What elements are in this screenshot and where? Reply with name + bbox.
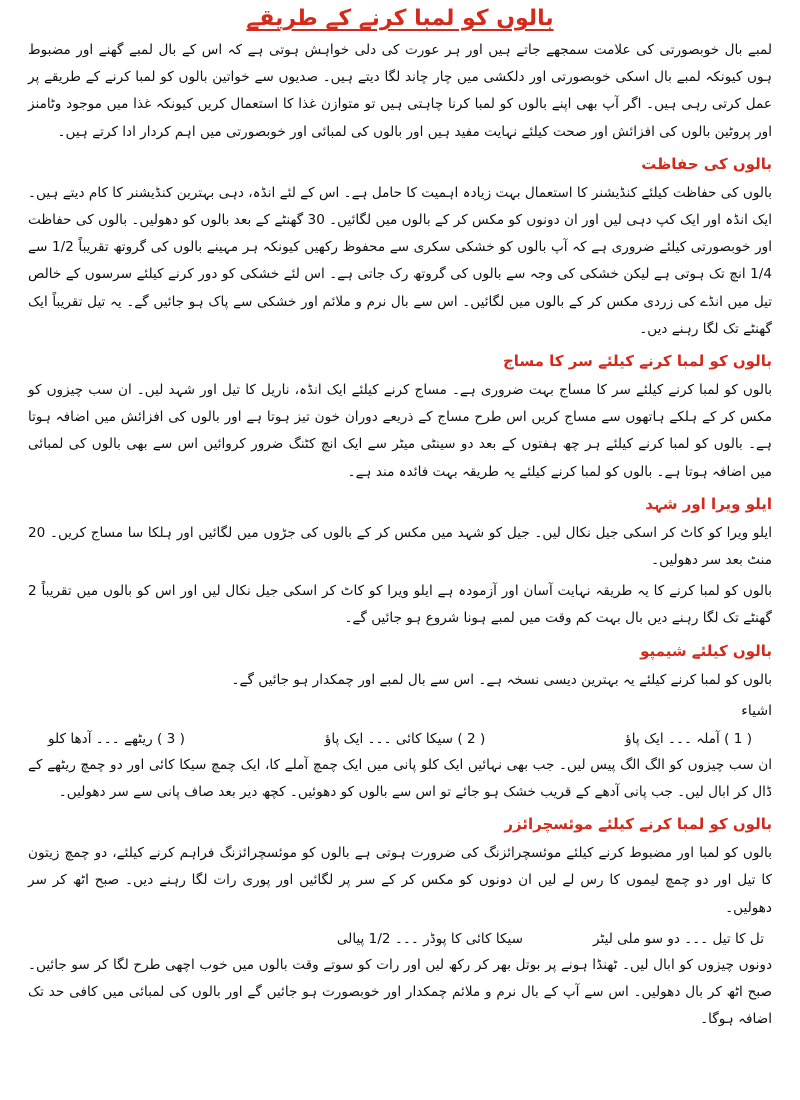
moisturizer-ingredients: [28, 926, 772, 952]
section-heading-moisturizer: بالوں کو لمبا کرنے کیلئے موئسچرائزر: [504, 815, 772, 834]
shampoo-method-paragraph: ان سب چیزوں کو الگ الگ پیس لیں۔ جب بھی نہائیں ایک کلو پانی میں ایک چمچ آملے کا، ایک چمچ سیکا کائی اور دو چمچ ریٹھے کے ڈال کر ابال لیں۔ جب پانی آدھے کے قریب خشک ہو جائے تو اس سے بالوں کو دھوئیں۔ کچھ دیر بعد صاف پانی سے سر دھولیں۔: [28, 756, 772, 801]
shampoo-ingredients: [28, 726, 772, 752]
ingredient-item: ( 1 ) آملہ ۔۔۔ ایک پاؤ: [625, 730, 752, 747]
moisturizer-method-paragraph: دونوں چیزوں کو ابال لیں۔ ٹھنڈا ہونے پر بوتل بھر کر رکھ لیں اور رات کو سوتے وقت بالوں میں خوب اچھی طرح لگا کر سو جائیں۔ صبح اٹھ کر بال دھولیں۔ اس سے آپ کے بال نرم و ملائم چمکدار اور خوبصورت ہو جائیں گے اور بالوں کی لمبائی میں کافی حد تک اضافہ ہوگا۔: [28, 956, 772, 1028]
section-heading-hair-protection: بالوں کی حفاظت: [641, 154, 772, 173]
page-title: بالوں کو لمبا کرنے کے طریقے: [246, 6, 554, 31]
aloe-vera-paragraph-2: بالوں کو لمبا کرنے کا یہ طریقہ نہایت آسان اور آزمودہ ہے ایلو ویرا کو کاٹ کر اسکی جیل نکال لیں اور اس کو بالوں میں تقریباً 2 گھنٹے تک لگا رہنے دیں بال بہت کم وقت میں لمبے ہونا شروع ہو جائیں گے۔: [28, 583, 772, 627]
ingredient-item: ( 3 ) ریٹھے ۔۔۔ آدھا کلو: [48, 730, 185, 747]
shampoo-paragraph: بالوں کو لمبا کرنے کیلئے یہ بہترین دیسی نسخہ ہے۔ اس سے بال لمبے اور چمکدار ہو جائیں گے۔: [231, 671, 772, 688]
scalp-massage-paragraph: بالوں کو لمبا کرنے کیلئے سر کا مساج بہت ضروری ہے۔ مساج کرنے کیلئے ایک انڈہ، ناریل کا تیل اور شہد لیں۔ ان سب چیزوں کو مکس کر کے ہلکے ہاتھوں سے مساج کریں اس طرح مساج کے ذریعے دوران خون تیز ہوتا ہے اور بالوں کی افزائش میں اضافہ ہوتا ہے۔ بالوں کو لمبا کرنے کیلئے ہر چھ ہفتوں کے بعد دو سینٹی میٹر سے ایک انچ کٹنگ ضرور کروائیں اس سے بھی بالوں کی لمبائی میں اضافہ ہوتا ہے۔ بالوں کو لمبا کرنے کیلئے یہ طریقہ بہت فائدہ مند ہے۔: [28, 382, 772, 480]
moisturizer-paragraph: بالوں کو لمبا اور مضبوط کرنے کیلئے موئسچرائزنگ کی ضرورت ہوتی ہے بالوں کو موئسچرائزنگ فراہم کرنے کیلئے، دو چمچ زیتون کا تیل اور دو چمچ لیموں کا رس لے لیں ان دونوں کو مکس کر کے سر پر لگائیں اور پوری رات لگا رہنے دیں۔ صبح اٹھ کر سر دھولیں۔: [28, 845, 772, 916]
ingredient-item: سیکا کائی کا پوڈر ۔۔۔ 1/2 پیالی: [336, 930, 523, 947]
aloe-vera-paragraph-1: ایلو ویرا کو کاٹ کر اسکی جیل نکال لیں۔ جیل کو شہد میں مکس کر کے بالوں کی جڑوں میں لگائیں اور ہلکا سا مساج کریں۔ 20 منٹ بعد سر دھولیں۔: [28, 524, 772, 569]
hair-protection-paragraph: بالوں کی حفاظت کیلئے کنڈیشنر کا استعمال بہت زیادہ اہمیت کا حامل ہے۔ اس کے لئے انڈہ، دہی بہترین کنڈیشنر کا کام دیتے ہیں۔ ایک انڈہ اور ایک کپ دہی لیں اور ان دونوں کو مکس کر کے بالوں میں لگائیں۔ 30 گھنٹے کے بعد بالوں کو دھولیں۔ بالوں کی حفاظت اور خوبصورتی کیلئے ضروری ہے کہ آپ بالوں کو خشکی سکری سے محفوظ رکھیں کیونکہ ہر مہینے بالوں کی گروتھ تقریباً 1/2 سے 1/4 انچ تک ہوتی ہے لیکن خشکی کی وجہ سے بالوں کی گروتھ رک جاتی ہے۔ اس لئے خشکی کو دور کرنے کیلئے سرسوں کے خالص تیل میں انڈے کی زردی مکس کر کے بالوں میں لگائیں۔ اس سے بال نرم و ملائم اور خشکی سے پاک ہو جائیں گے۔ یہ تیل تقریباً ایک گھنٹے تک لگا رہنے دیں۔: [28, 184, 772, 337]
ingredient-item: ( 2 ) سیکا کائی ۔۔۔ ایک پاؤ: [324, 730, 486, 747]
section-heading-shampoo: بالوں کیلئے شیمپو: [640, 641, 772, 660]
section-heading-aloe-vera: ایلو ویرا اور شہد: [645, 494, 772, 513]
section-heading-scalp-massage: بالوں کو لمبا کرنے کیلئے سر کا مساج: [502, 352, 772, 371]
ingredient-item: تل کا تیل ۔۔۔ دو سو ملی لیٹر: [592, 930, 764, 947]
ingredients-label: اشیاء: [741, 702, 772, 719]
intro-paragraph: لمبے بال خوبصورتی کی علامت سمجھے جاتے ہیں اور ہر عورت کی دلی خواہش ہوتی ہے کہ اس کے بال لمبے گھنے اور مضبوط ہوں کیونکہ لمبے بال اسکی خوبصورتی اور دلکشی میں چار چاند لگا دیتے ہیں۔ صدیوں سے خواتین بالوں کو لمبا کرنے کے طریقے پر عمل کرتی رہی ہیں۔ اگر آپ بھی اپنے بالوں کو لمبا کرنا چاہتی ہیں تو متوازن غذا کا استعمال کریں کیونکہ غذا میں موجود وٹامنز اور پروٹین بالوں کی افزائش اور صحت کیلئے نہایت مفید ہیں اور بالوں کی لمبائی اور خوبصورتی میں اہم کردار ادا کرتے ہیں۔: [28, 42, 772, 140]
